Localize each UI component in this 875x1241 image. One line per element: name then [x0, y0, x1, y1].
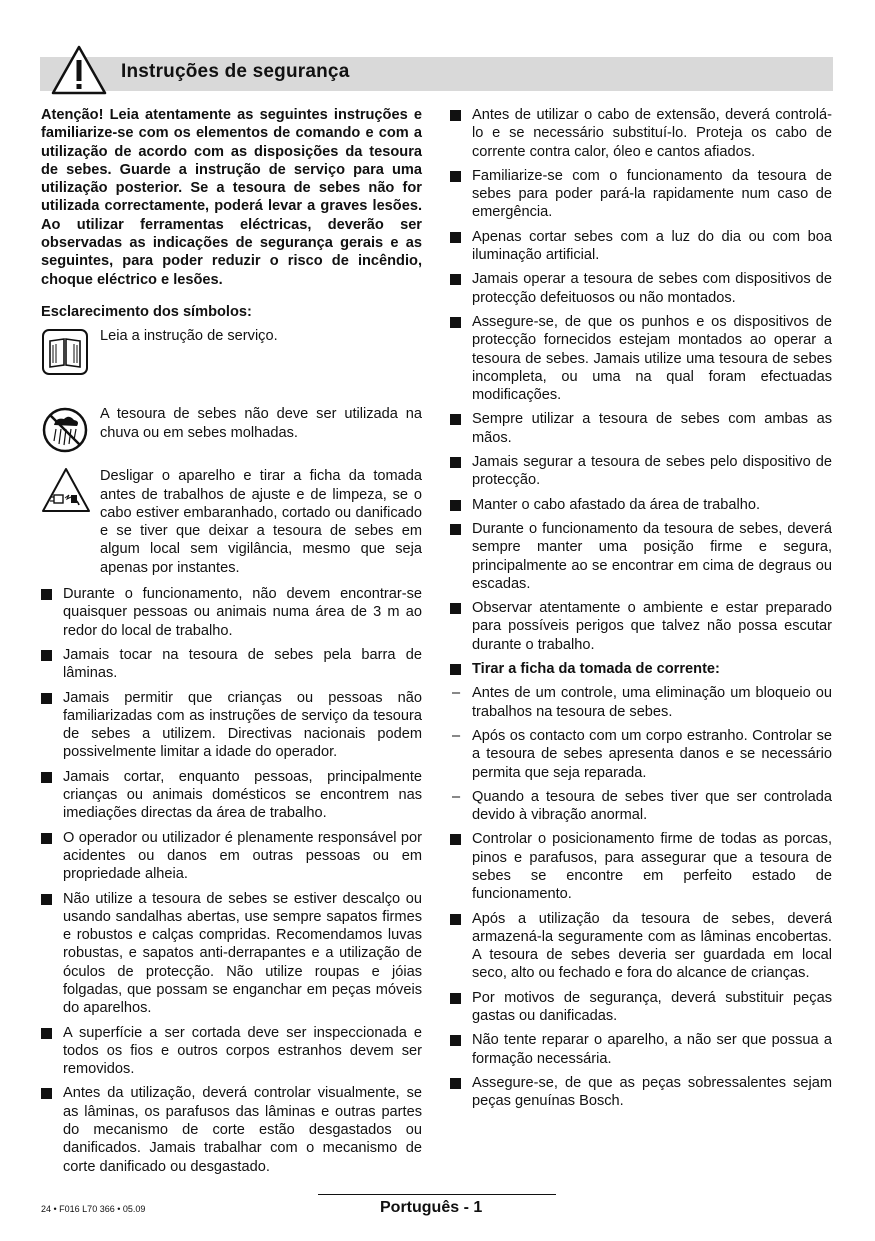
list-item-text: Assegure-se, de que as peças sobressalentes sejam peças genuínas Bosch. — [472, 1074, 832, 1110]
list-item — [41, 768, 422, 823]
warning-triangle-icon — [50, 44, 108, 96]
list-item-text: Jamais permitir que crianças ou pessoas não familiarizadas com as instruções de serviço da tesoura de sebes a utilizem. Directivas nacionais podem possivelmente limitar a idade do operador. — [63, 689, 422, 761]
list-item — [450, 1074, 832, 1111]
dash-item — [450, 727, 832, 782]
bullet-square-icon — [450, 664, 461, 675]
list-item-text: Jamais segurar a tesoura de sebes pelo dispositivo de protecção. — [472, 454, 832, 489]
unplug-heading: Tirar a ficha da tomada de corrente: — [472, 661, 720, 678]
right-column — [450, 106, 832, 1117]
bullet-square-icon — [450, 317, 461, 328]
list-item-text: Assegure-se, de que os punhos e os dispositivos de protecção fornecidos estejam montados ao operar a tesoura de sebes. Jamais utilize uma tesoura de sebes incompleta, ou uma na qual foram efectuadas modificações. — [472, 313, 832, 404]
bullet-square-icon — [450, 414, 461, 425]
list-item — [450, 520, 832, 593]
list-item — [450, 1031, 832, 1068]
symbol-row-no-rain — [41, 383, 422, 453]
symbol-text: Leia a instrução de serviço. — [100, 328, 278, 345]
footer-page-label: Português - 1 — [380, 1199, 483, 1216]
list-item-text: Não utilize a tesoura de sebes se estiver descalço ou usando sandalhas abertas, use sempre sapatos firmes e robustos e calças compridas. Recomendamos luvas robustas, e sapatos anti-derrapantes e a utilização de óculos de protecção. Não utilize roupas e jóias folgadas, que possam se enganchar em peças móveis do aparelhos. — [63, 890, 422, 1017]
list-item-text: Observar atentamente o ambiente e estar preparado para possíveis perigos que talvez não possa escutar durante o trabalho. — [472, 600, 832, 653]
bullet-square-icon — [41, 894, 52, 905]
list-item — [450, 830, 832, 903]
bullet-square-icon — [450, 1078, 461, 1089]
list-item — [450, 599, 832, 654]
list-item-text: Por motivos de segurança, deverá substituir peças gastas ou danificadas. — [472, 989, 832, 1025]
unplug-warning-icon — [41, 467, 91, 513]
list-item-text: Jamais cortar, enquanto pessoas, principalmente crianças ou animais domésticos se encontrem nas imediações directas da área de trabalho. — [63, 768, 422, 822]
list-item-text: Sempre utilizar a tesoura de sebes com ambas as mãos. — [472, 411, 832, 446]
list-item-text: Quando a tesoura de sebes tiver que ser controlada devido à vibração anormal. — [472, 788, 832, 824]
list-item — [41, 646, 422, 683]
list-item — [450, 453, 832, 490]
list-item — [450, 228, 832, 265]
bullet-square-icon — [41, 650, 52, 661]
left-safety-list — [41, 585, 422, 1176]
dash-item — [450, 788, 832, 825]
bullet-square-icon — [41, 693, 52, 704]
footer-divider — [318, 1194, 556, 1195]
list-item-text: Após a utilização da tesoura de sebes, deverá armazená-la seguramente com as lâminas encobertas. A tesoura de sebes deveria ser guardada em local seco, alto ou fechado e fora do alcance de crianças. — [472, 910, 832, 982]
list-item-text: Após os contacto com um corpo estranho. Controlar se a tesoura de sebes apresenta danos e se necessário permita que seja reparada. — [472, 727, 832, 781]
list-item — [450, 410, 832, 447]
list-item — [450, 167, 832, 222]
list-item-text: Antes de um controle, uma eliminação um bloqueio ou trabalhos na tesoura de sebes. — [472, 685, 832, 720]
list-item-text: Durante o funcionamento, não devem encontrar-se quaisquer pessoas ou animais numa área de 3 m ao redor do local de trabalho. — [63, 586, 422, 639]
bullet-square-icon — [41, 1028, 52, 1039]
bullet-square-icon — [41, 772, 52, 783]
bullet-square-icon — [450, 110, 461, 121]
bullet-square-icon — [450, 993, 461, 1004]
list-item — [450, 910, 832, 983]
list-item — [41, 1024, 422, 1079]
dash-bullet: – — [452, 727, 461, 744]
left-column — [41, 106, 422, 1182]
dash-bullet: – — [452, 788, 461, 805]
bullet-square-icon — [450, 1035, 461, 1046]
bullet-square-icon — [41, 833, 52, 844]
no-rain-icon — [42, 407, 88, 453]
bullet-square-icon — [450, 232, 461, 243]
list-item-text: Familiarize-se com o funcionamento da tesoura de sebes para poder pará-la rapidamente num caso de emergência. — [472, 167, 832, 221]
bullet-square-icon — [450, 524, 461, 535]
list-item-text: Antes de utilizar o cabo de extensão, deverá controlá-lo e se necessário substituí-lo. Proteja os cabo de corrente contra calor, óleo e cantos afiados. — [472, 107, 832, 160]
list-item — [41, 689, 422, 762]
bullet-square-icon — [450, 914, 461, 925]
symbol-row-manual — [41, 327, 422, 375]
list-item-text: A superfície a ser cortada deve ser inspeccionada e todos os fios e outros corpos estranhos devem ser removidos. — [63, 1024, 422, 1078]
bullet-square-icon — [450, 603, 461, 614]
list-item — [41, 890, 422, 1018]
page-title: Instruções de segurança — [121, 61, 350, 82]
list-item-text: Durante o funcionamento da tesoura de sebes, deverá sempre manter uma posição firme e segura, principalmente ao se encontrar em cima de degraus ou escadas. — [472, 520, 832, 592]
list-item — [450, 496, 832, 514]
symbols-heading: Esclarecimento dos símbolos: — [41, 303, 252, 320]
manual-book-icon — [42, 329, 88, 375]
bullet-square-icon — [450, 274, 461, 285]
symbol-text: A tesoura de sebes não deve ser utilizada na chuva ou em sebes molhadas. — [100, 406, 422, 441]
list-item-text: Manter o cabo afastado da área de trabalho. — [472, 496, 761, 513]
list-item-text: Não tente reparar o aparelho, a não ser que possua a formação necessária. — [472, 1032, 832, 1067]
intro-warning: Atenção! Leia atentamente as seguintes instruções e familiarize-se com os elementos de comando e com a utilização de acordo com as disposições da tesoura de sebes. Guarde a instrução de serviço para uma utilização posterior. Se a tesoura de sebes não for utilizada correctamente, poderá levar a graves lesões. Ao utilizar ferramentas eléctricas, deverão ser observadas as indicações de segurança gerais e as seguintes, para poder reduzir o risco de incêndio, choque eléctrico e lesões. — [41, 107, 422, 288]
symbol-row-unplug — [41, 461, 422, 577]
list-item-text: Jamais tocar na tesoura de sebes pela barra de lâminas. — [63, 646, 422, 682]
list-item-text: Antes da utilização, deverá controlar visualmente, se as lâminas, os parafusos das lâminas e outras partes do mecanismo de corte estão desgastados ou danificados. Jamais trabalhar com o mecanismo de corte danificado ou desgastado. — [63, 1085, 422, 1175]
bullet-square-icon — [450, 500, 461, 511]
list-item-text: Apenas cortar sebes com a luz do dia ou com boa iluminação artificial. — [472, 228, 832, 264]
bullet-square-icon — [450, 457, 461, 468]
list-item — [450, 989, 832, 1026]
bullet-square-icon — [450, 834, 461, 845]
list-item-text: Jamais operar a tesoura de sebes com dispositivos de protecção defeituosos ou não montados. — [472, 271, 832, 306]
list-item — [41, 829, 422, 884]
bullet-square-icon — [450, 171, 461, 182]
bullet-square-icon — [41, 589, 52, 600]
list-item — [450, 270, 832, 307]
list-item — [450, 313, 832, 404]
list-item — [41, 1084, 422, 1175]
list-item-text: Controlar o posicionamento firme de todas as porcas, pinos e parafusos, para assegurar que a tesoura de sebes se encontre em perfeito estado de funcionamento. — [472, 831, 832, 903]
list-item-text: O operador ou utilizador é plenamente responsável por acidentes ou danos em outras pessoas ou em propriedade alheia. — [63, 829, 422, 883]
footer-doc-code: 24 • F016 L70 366 • 05.09 — [41, 1204, 146, 1214]
list-item — [450, 106, 832, 161]
dash-bullet: – — [452, 685, 461, 702]
unplug-heading-item — [450, 660, 832, 678]
dash-item — [450, 684, 832, 721]
right-safety-list — [450, 106, 832, 1111]
list-item — [41, 585, 422, 640]
bullet-square-icon — [41, 1088, 52, 1099]
symbol-text: Desligar o aparelho e tirar a ficha da tomada antes de trabalhos de ajuste e de limpeza, se o cabo estiver embaranhado, cortado ou danificado e se tiver que deixar a tesoura de sebes em algum local sem vigilância, mesmo que seja apenas por instantes. — [100, 468, 422, 576]
